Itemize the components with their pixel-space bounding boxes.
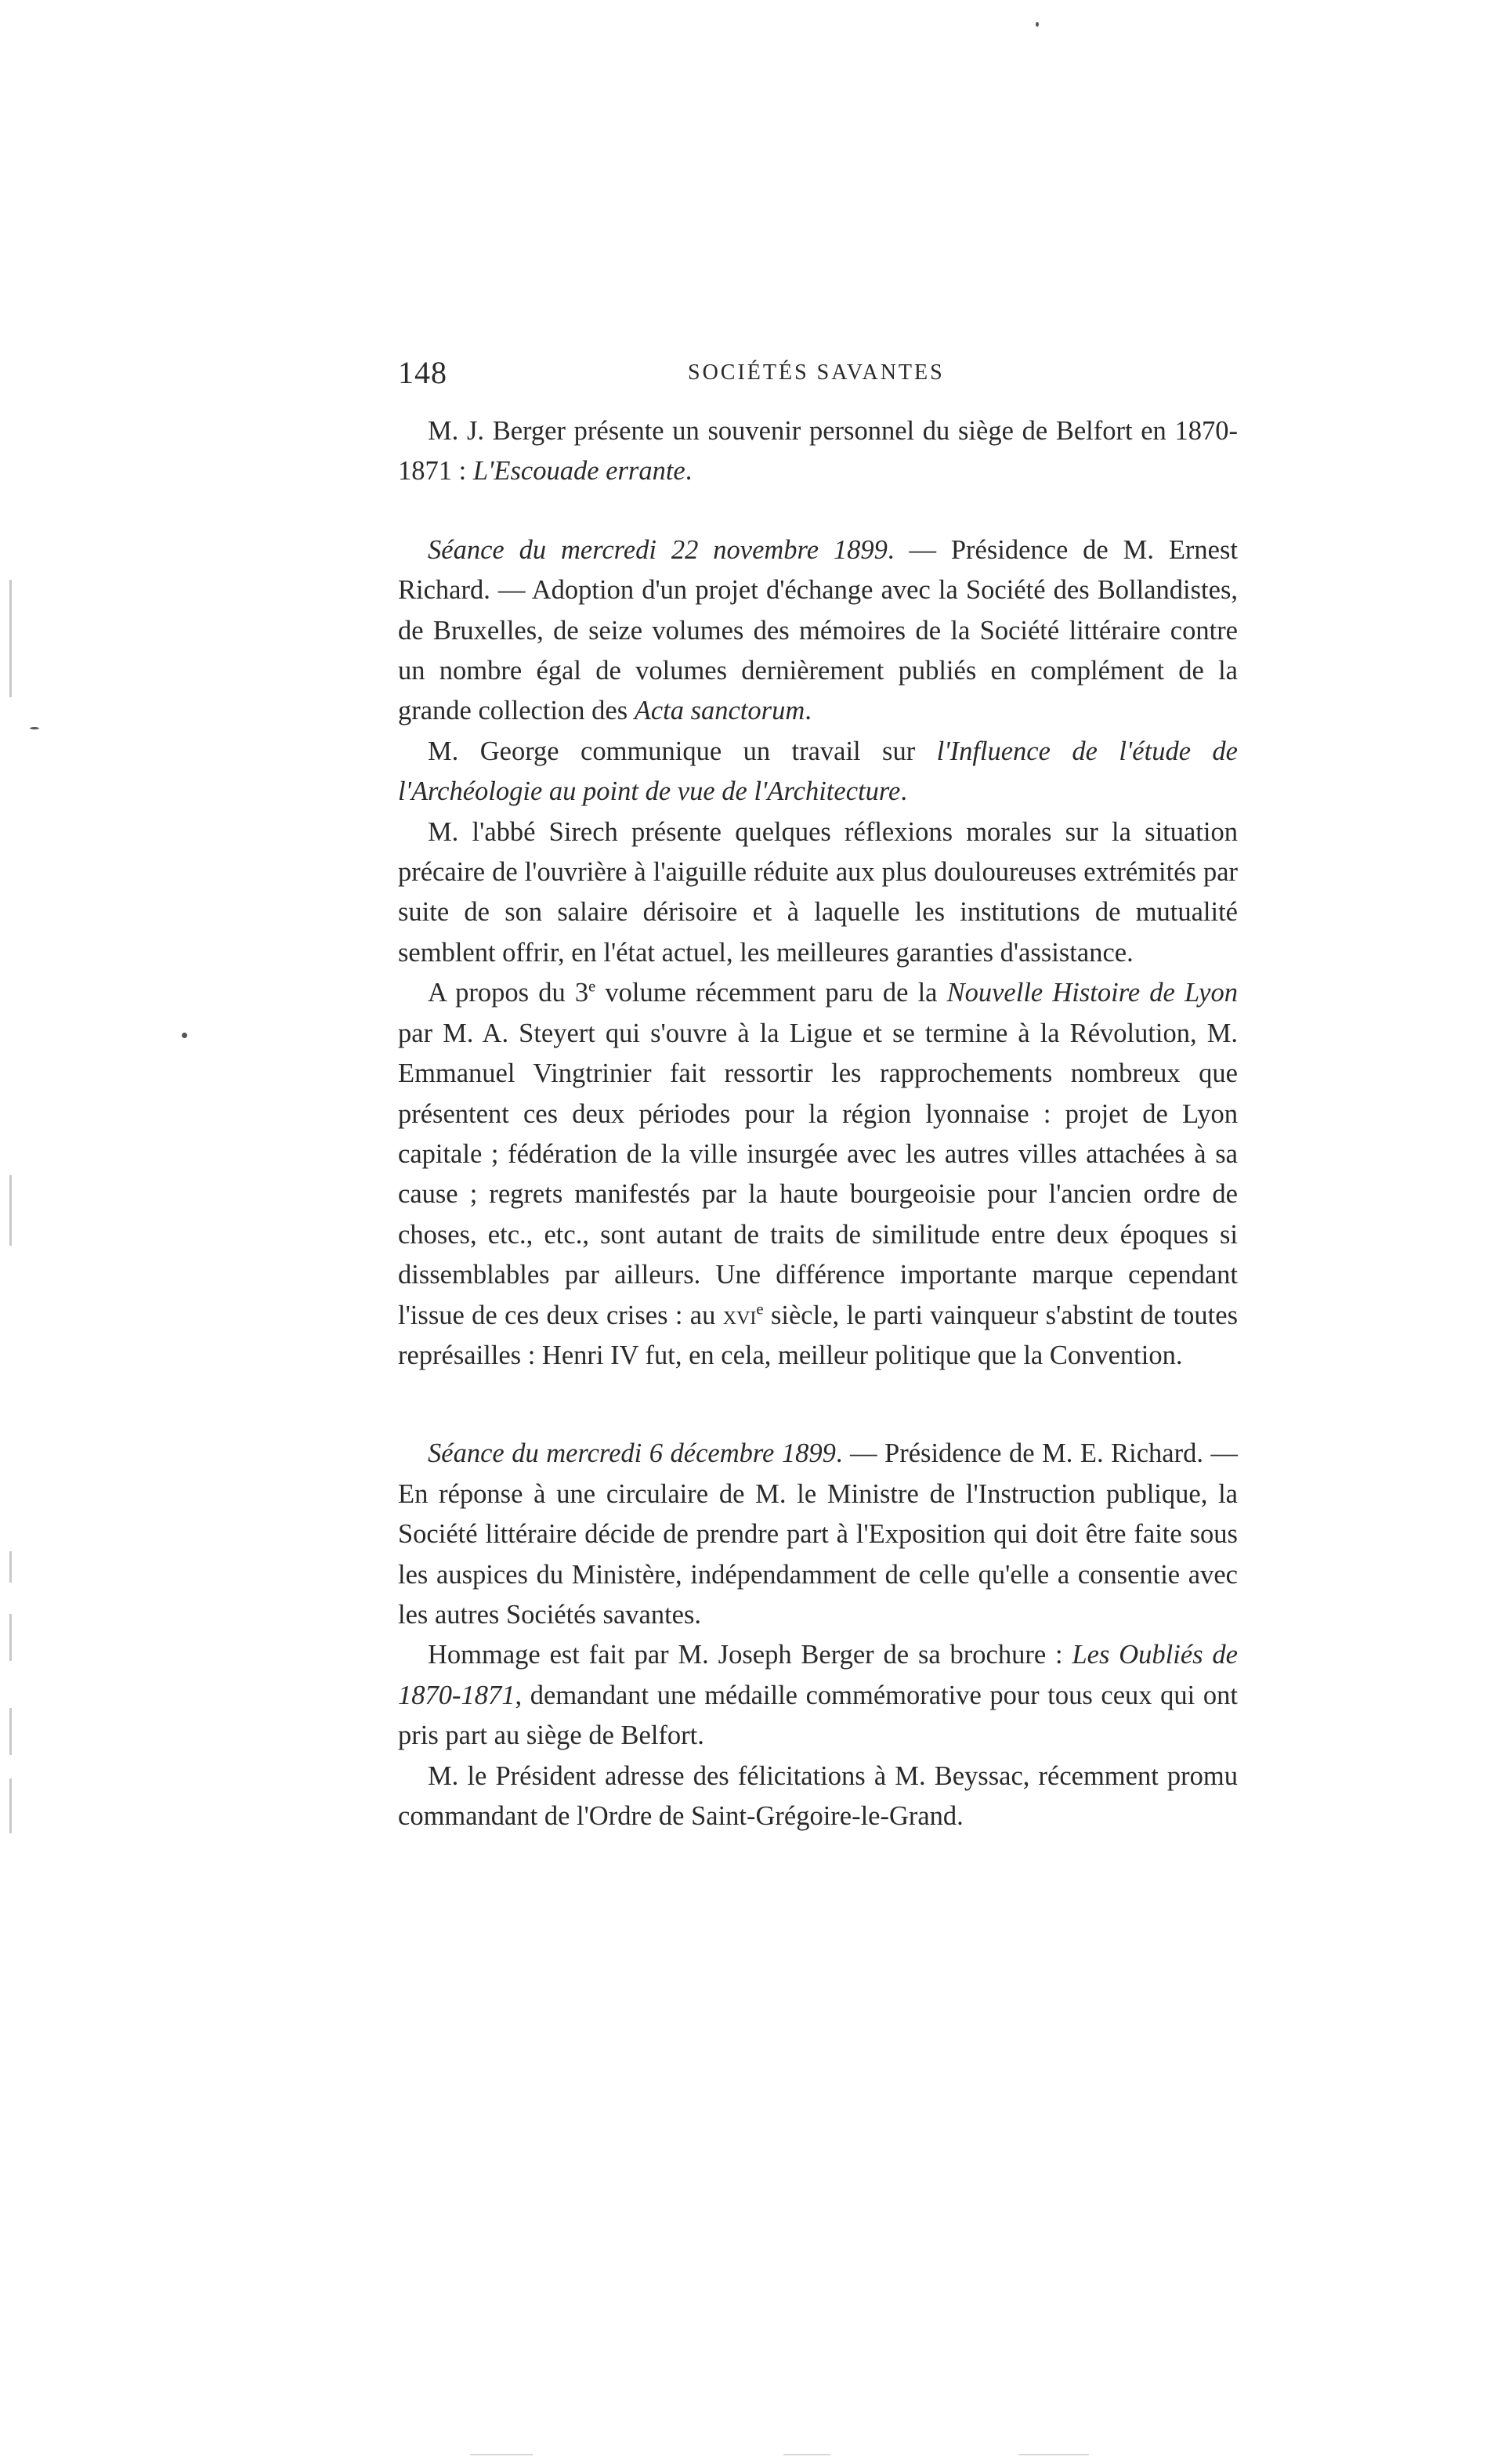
scan-edge-line <box>470 2454 533 2455</box>
text-run: . — Présidence de M. E. Richard. — En réponse à une circulaire de M. le Ministre de l'Instruction publique, la Société littéraire décide de prendre part à l'Exposition qui doit être faite sous les auspices du Ministère, indépendamment de celle qu'elle a consentie avec les autres Sociétés savantes. <box>398 1438 1238 1630</box>
superscript: e <box>756 1301 764 1319</box>
session-heading: Séance du mercredi 22 novembre 1899 <box>428 534 888 565</box>
session-heading: Séance du mercredi 6 décembre 1899 <box>428 1438 836 1469</box>
scan-speck <box>182 1033 187 1038</box>
text-run: Hommage est fait par M. Joseph Berger de sa brochure : <box>428 1640 1072 1670</box>
scan-speck <box>1036 22 1039 27</box>
running-head: SOCIÉTÉS SAVANTES <box>688 360 945 385</box>
scan-margin-mark <box>9 1614 12 1661</box>
italic-title: Acta sanctorum <box>634 696 805 726</box>
italic-title: Les Oubliés de 1870-1871 <box>398 1640 1238 1710</box>
text-run: M. l'abbé Sirech présente quelques réflexions morales sur la situation précaire de l'ouvrière à l'aiguille réduite aux plus douloureuses extrémités par suite de son salaire dérisoire et à laquelle les institutions de mutualité semblent offrir, en l'état actuel, les meilleures garanties d'assistance. <box>398 816 1238 968</box>
scan-margin-mark <box>9 580 12 697</box>
italic-title: l'Influence de l'étude de l'Archéologie au point de vue de l'Architecture <box>398 736 1238 807</box>
superscript: e <box>588 978 596 996</box>
scan-edge-line <box>1018 2454 1089 2455</box>
paragraph-george <box>398 732 1238 812</box>
page-header <box>398 354 1236 401</box>
paragraph-session-6-decembre <box>398 1434 1238 1635</box>
scan-margin-mark <box>9 1551 12 1583</box>
text-run: M. J. Berger présente un souvenir personnel du siège de Belfort en 1870-1871 : <box>398 416 1238 487</box>
text-run: M. George communique un travail sur <box>428 736 937 766</box>
text-run: . <box>900 776 907 807</box>
paragraph-hommage <box>398 1635 1238 1756</box>
text-run: par M. A. Steyert qui s'ouvre à la Ligue et se termine à la Révolution, M. Emmanuel Vingtrinier fait ressortir les rapprochements nombreux que présentent ces deux périodes pour la région lyonnaise : projet de Lyon capitale ; fédération de la ville insurgée avec les autres villes attachées à sa cause ; regrets manifestés par la haute bourgeoisie pour l'ancien ordre de choses, etc., etc., sont autant de traits de similitude entre deux époques si dissemblables par ailleurs. Une différence importante marque cependant l'issue de ces deux crises : au <box>398 1018 1238 1330</box>
scan-margin-mark <box>9 1778 12 1833</box>
italic-title: L'Escouade errante <box>472 456 685 487</box>
text-run: . — Présidence de M. Ernest Richard. — Adoption d'un projet d'échange avec la Société des Bollandistes, de Bruxelles, de seize volumes des mémoires de la Société littéraire contre un nombre égal de volumes dernièrement publiés en complément de la grande collection des <box>398 534 1238 726</box>
scan-speck <box>30 727 39 729</box>
small-caps-numeral: xvi <box>722 1300 757 1330</box>
scan-margin-mark <box>9 1708 12 1755</box>
text-run: . <box>805 696 812 726</box>
body-text <box>398 411 1238 1836</box>
paragraph-vingtrinier <box>398 973 1238 1376</box>
paragraph-berger-souvenir <box>398 411 1238 492</box>
text-run: siècle, le parti vainqueur s'abstint de toutes représailles : Henri IV fut, en cela, meilleur politique que la Convention. <box>398 1300 1238 1370</box>
page-number: 148 <box>398 355 447 390</box>
text-run: M. le Président adresse des félicitations à M. Beyssac, récemment promu commandant de l'Ordre de Saint-Grégoire-le-Grand. <box>398 1760 1238 1831</box>
scan-margin-mark <box>9 1175 12 1246</box>
paragraph-session-22-novembre <box>398 530 1238 732</box>
scan-edge-line <box>783 2454 830 2455</box>
text-run: volume récemment paru de la <box>595 978 947 1008</box>
italic-title: Nouvelle Histoire de Lyon <box>946 978 1238 1008</box>
text-run: . <box>685 456 693 487</box>
paragraph-sirech <box>398 812 1238 974</box>
text-run: A propos du 3 <box>428 978 589 1008</box>
text-run: , demandant une médaille commémorative pour tous ceux qui ont pris part au siège de Belfort. <box>398 1680 1238 1751</box>
paragraph-president <box>398 1757 1238 1837</box>
